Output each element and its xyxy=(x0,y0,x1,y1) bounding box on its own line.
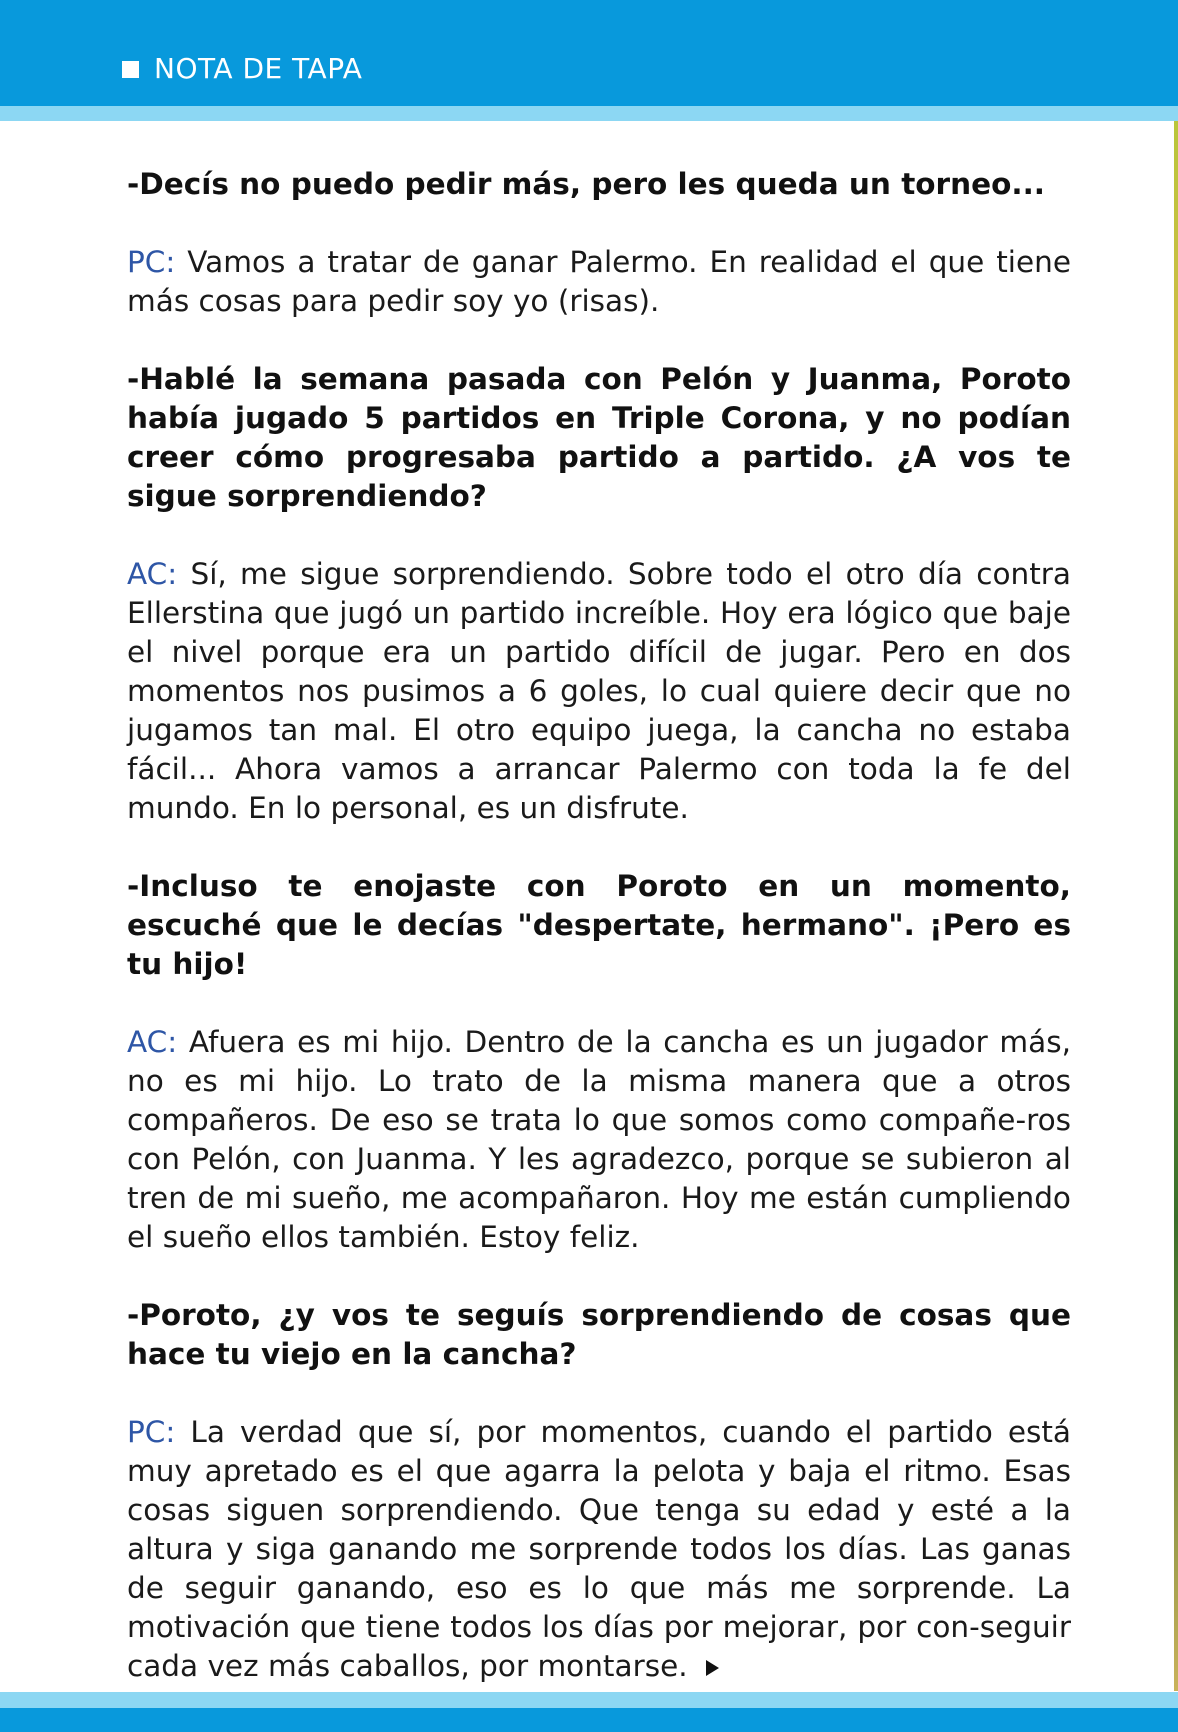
paragraph-gap xyxy=(127,204,1071,243)
footer-stripe xyxy=(0,1692,1178,1708)
speaker-label: AC: xyxy=(127,557,178,591)
square-bullet-icon xyxy=(122,61,139,78)
answer-text: Sí, me sigue sorprendiendo. Sobre todo el otro día contra Ellerstina que jugó un partido increíble. Hoy era lógico que baje el nivel porque era un partido difícil de jugar. Pero en dos momentos nos pusimos a 6 goles, lo cual quiere decir que no jugamos tan mal. El otro equipo juega, la cancha no estaba fácil... Ahora vamos a arrancar Palermo con toda la fe del mundo. En lo personal, es un disfrute. xyxy=(127,557,1071,825)
speaker-label: AC: xyxy=(127,1025,178,1059)
question-1: -Decís no puedo pedir más, pero les queda un torneo... xyxy=(127,167,1046,201)
answer-4 xyxy=(127,1413,1071,1686)
article-body xyxy=(127,165,1071,1686)
answer-3 xyxy=(127,1023,1071,1257)
answer-text: Vamos a tratar de ganar Palermo. En realidad el que tiene más cosas para pedir soy yo (risas). xyxy=(127,245,1071,318)
speaker-label: PC: xyxy=(127,245,176,279)
paragraph-gap xyxy=(127,321,1071,360)
question-3: -Incluso te enojaste con Poroto en un momento, escuché que le decías "despertate, hermano". ¡Pero es tu hijo! xyxy=(127,869,1071,981)
answer-text: Afuera es mi hijo. Dentro de la cancha es un jugador más, no es mi hijo. Lo trato de la misma manera que a otros compañeros. De eso se trata lo que somos como compañe-ros con Pelón, con Juanma. Y les agradezco, porque se subieron al tren de mi sueño, me acompañaron. Hoy me están cumpliendo el sueño ellos también. Estoy feliz. xyxy=(127,1025,1071,1254)
answer-text: La verdad que sí, por momentos, cuando el partido está muy apretado es el que agarra la pelota y baja el ritmo. Esas cosas siguen sorprendiendo. Que tenga su edad y esté a la altura y siga ganando me sorprende todos los días. Las ganas de seguir ganando, eso es lo que más me sorprende. La motivación que tiene todos los días por mejorar, por con-seguir cada vez más caballos, por montarse. xyxy=(127,1415,1071,1683)
paragraph-gap xyxy=(127,1374,1071,1413)
paragraph-gap xyxy=(127,984,1071,1023)
question-4: -Poroto, ¿y vos te seguís sorprendiendo de cosas que hace tu viejo en la cancha? xyxy=(127,1298,1071,1371)
question-2: -Hablé la semana pasada con Pelón y Juanma, Poroto había jugado 5 partidos en Triple Corona, y no podían creer cómo progresaba partido a partido. ¿A vos te sigue sorprendiendo? xyxy=(127,362,1071,513)
paragraph-gap xyxy=(127,516,1071,555)
speaker-label: PC: xyxy=(127,1415,176,1449)
section-label: NOTA DE TAPA xyxy=(154,52,363,85)
page-edge-decoration xyxy=(1174,121,1178,1691)
paragraph-gap xyxy=(127,1257,1071,1296)
continue-arrow-icon xyxy=(706,1660,719,1676)
answer-2 xyxy=(127,555,1071,828)
footer-bar xyxy=(0,1708,1178,1732)
paragraph-gap xyxy=(127,828,1071,867)
header-stripe xyxy=(0,106,1178,121)
answer-1 xyxy=(127,243,1071,321)
